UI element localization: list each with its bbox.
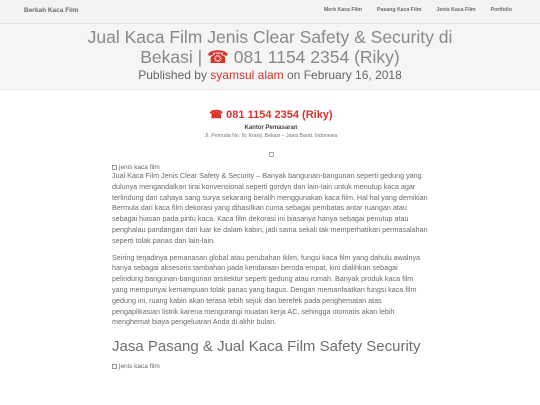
post-date: February 16, 2018 xyxy=(303,68,402,82)
top-navbar xyxy=(0,0,540,24)
title-part-1: Jual Kaca Film Jenis Clear Safety & Security di Bekasi | xyxy=(87,27,453,67)
office-label: Kantor Pemasaran xyxy=(244,125,298,131)
post-header xyxy=(0,24,540,90)
on-label: on xyxy=(287,68,301,82)
published-by-label: Published by xyxy=(138,68,207,82)
author-link[interactable]: syamsul alam xyxy=(210,68,284,82)
phone-icon: ☎ xyxy=(207,47,229,67)
broken-image-icon xyxy=(269,152,274,157)
phone-icon: ☎ xyxy=(209,109,224,121)
office-address: Jl. Pemuda No. 9c Kranji, Bekasi – Jawa Barat, Indonesia xyxy=(204,133,338,139)
contact-phone xyxy=(112,108,430,121)
main-nav xyxy=(324,7,512,13)
nav-merk-kaca-film[interactable]: Merk Kaca Film xyxy=(323,7,363,13)
brand-link[interactable]: Berkah Kaca Film xyxy=(24,7,79,14)
paragraph-1: Jual Kaca Film Jenis Clear Safety & Security – Banyak bangunan-bangunan seperti gedung yang dulunya mengandalkan tirai konvensional seperti gordyn dan lain-lain untuk menutup kaca agar terlindung dari cahaya sang surya sekarang beralih menggunakan kaca film. Hal hal yang demikian Bermula dari kaca film dekorasi yang dihasilkan cuma sebagai pembatas antar ruangan atau sebagai hiasan pada pintu kaca. Kaca film dekorasi ini biasanya hanya sebagai penutup atau penghalau pandangan dari luar ke dalam kabin, jadi sama sekali tak memperhatikan permasalahan seperti tolak panas dan lain-lain. xyxy=(112,171,428,245)
broken-image-icon xyxy=(112,165,117,170)
paragraph-2: Seiring terjadinya pemanasan global atau perubahan iklim, fungsi kaca film yang dahulu awalnya hanya sebagai aksesoris tambahan pada kendaraan beroda empat, kini dialihkan sebagai pelindung bangunan-bangunan arsitektur seperti gedung atau rumah. Banyak produk kaca film yang mempunyai kemampuan tolak panas yang bagus. Dengan memanfaatkan fungsi kaca film gedung ini, ruang kabin akan terasa lebih sejuk dan berefek pada penghematan atas pengaplikasian listrik karena mengurangi muatan kerja AC, sehingga otomatis akan lebih menghemat biaya pengeluaran Anda di akhir bulan. xyxy=(112,252,421,327)
phone-link[interactable]: 081 1154 2354 (Riky) xyxy=(226,109,333,121)
article-content xyxy=(112,102,430,370)
broken-image xyxy=(112,164,430,171)
image-alt-text: jenis kaca film xyxy=(119,362,160,370)
section-heading: Jasa Pasang & Jual Kaca Film Safety Security xyxy=(112,338,421,356)
nav-pasang-kaca-film[interactable]: Pasang Kaca Film xyxy=(377,7,422,13)
title-part-2: 081 1154 2354 (Riky) xyxy=(228,47,400,67)
nav-portfolio[interactable]: Portfolio xyxy=(490,7,512,13)
nav-jenis-kaca-film[interactable]: Jenis Kaca Film xyxy=(436,7,476,13)
page-title xyxy=(60,27,480,67)
image-alt-text: jenis kaca film xyxy=(119,164,160,171)
post-meta xyxy=(0,68,540,82)
broken-image xyxy=(112,363,430,370)
broken-image-icon xyxy=(112,364,117,369)
